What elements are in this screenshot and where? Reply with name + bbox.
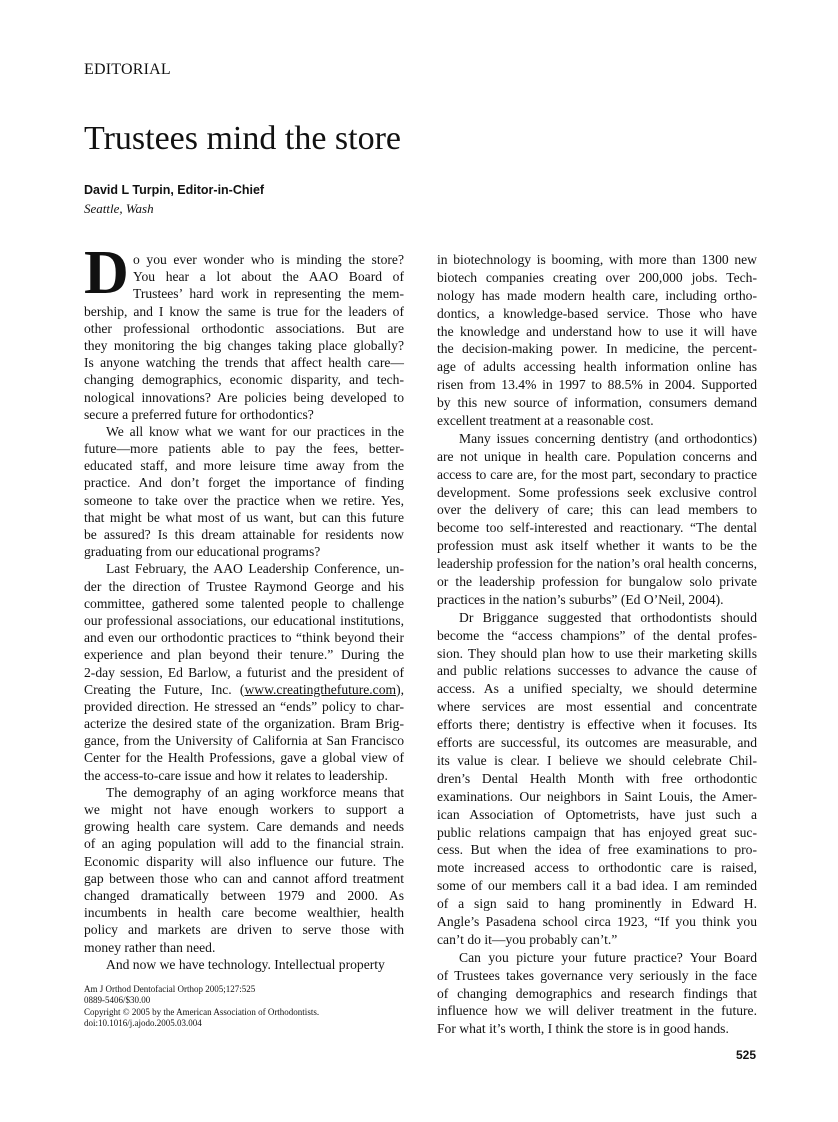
text-line: its value is clear. I believe we should celebrate Chil- <box>437 752 757 768</box>
text-line: dontics, a knowledge-based service. Those who have <box>437 305 757 321</box>
text-line: graduating from our educational programs? <box>84 544 321 560</box>
article-title: Trustees mind the store <box>84 120 402 157</box>
text-line: excellent treatment at a reasonable cost. <box>437 413 654 429</box>
text-line: someone to take over the practice when we retire. Yes, <box>84 492 404 508</box>
text-line: changing demographics, economic disparity, and tech- <box>84 372 404 388</box>
journal-citation: Am J Orthod Dentofacial Orthop 2005;127:525 <box>84 984 256 994</box>
text-line: where services are most essential and concentrate <box>437 699 757 715</box>
text-line: some of our members call it a bad idea. I am reminded <box>437 878 757 894</box>
text-line: gance, from the University of California at San Francisco <box>84 733 404 749</box>
author-affiliation: Seattle, Wash <box>84 201 154 216</box>
text-line: by this new source of information, consumers demand <box>437 395 757 411</box>
text-line: Can you picture your future practice? Your Board <box>459 949 757 965</box>
text-line: or the leadership profession for bungalow solo private <box>437 574 757 590</box>
text-line: money rather than need. <box>84 939 216 955</box>
text-line: over the delivery of care; this can lead members to <box>437 502 757 518</box>
text-line: Trustees’ hard work in representing the mem- <box>133 286 404 302</box>
text-line: age of adults accessing health information online has <box>437 359 757 375</box>
author-name: David L Turpin, Editor-in-Chief <box>84 183 265 197</box>
text-line: dren’s Dental Health Month with free orthodontic <box>437 770 757 786</box>
text-line: can’t do it—you probably can’t.” <box>437 931 618 947</box>
text-line: of Trustees takes governance very seriously in the face <box>437 967 757 983</box>
text-line: Last February, the AAO Leadership Conference, un- <box>106 561 404 577</box>
text-line: future—more patients able to pay the fees, better- <box>84 441 404 457</box>
drop-cap: D <box>84 239 129 307</box>
text-line: experience and plan beyond their tenure.” During the <box>84 647 404 663</box>
text-line: policy and markets are driven to serve those with <box>84 922 404 938</box>
text-line: examinations. Our neighbors in Saint Louis, the Amer- <box>437 788 757 804</box>
text-line: 2-day session, Ed Barlow, a futurist and the president of <box>84 664 404 680</box>
text-line: public relations campaign that has enjoyed great suc- <box>437 824 757 840</box>
section-label: EDITORIAL <box>84 61 171 78</box>
text-line: acterize the desired state of the organization. Bram Brig- <box>84 716 404 732</box>
text-line: incumbents in health care become wealthier, health <box>84 905 404 921</box>
text-line: changed dramatically between 1979 and 2000. As <box>84 887 404 903</box>
text-line: biotech companies creating over 200,000 jobs. Tech- <box>437 269 757 285</box>
text-line: der the direction of Trustee Raymond George and his <box>84 578 404 594</box>
issn: 0889-5406/$30.00 <box>84 995 151 1006</box>
text-line: are not unique in health care. Population concerns and <box>437 448 757 464</box>
text-line: Creating the Future, Inc. (www.creatingthefuture.com), <box>84 681 404 697</box>
text-line: You hear a lot about the AAO Board of <box>133 269 404 285</box>
text-line: Economic disparity will also influence our future. The <box>84 853 404 869</box>
text-line: of a sign said to hang prominently in Edward H. <box>437 896 757 912</box>
text-line: o you ever wonder who is minding the store? <box>133 252 404 267</box>
footer-citation <box>84 984 319 1029</box>
text-line: secure a preferred future for orthodontics? <box>84 406 314 422</box>
text-line: We all know what we want for our practices in the <box>106 423 404 439</box>
text-line: committee, gathered some talented people to challenge <box>84 595 404 611</box>
text-line: that might be what most of us want, but can this future <box>84 509 404 525</box>
text-line: and public relations successes to advance the cause of <box>437 663 757 679</box>
text-line: practice. And don’t forget the importance of finding <box>84 475 404 491</box>
text-line: educated staff, and more leisure time away from the <box>84 458 404 474</box>
text-line: nological innovations? Are policies being developed to <box>84 389 404 405</box>
text-line: become too self-interested and reactionary. “The dental <box>437 520 757 536</box>
text-line: leadership profession for the nation’s oral health concerns, <box>437 556 757 572</box>
text-line: efforts there; dentistry is effective when it focuses. Its <box>437 717 757 733</box>
copyright: Copyright © 2005 by the American Association of Orthodontists. <box>84 1006 320 1017</box>
doi: doi:10.1016/j.ajodo.2005.03.004 <box>84 1017 202 1028</box>
text-line: Dr Briggance suggested that orthodontists should <box>459 609 757 625</box>
text-line: our professional associations, our educational institutions, <box>84 612 404 628</box>
text-line: of changing demographics and research findings that <box>437 985 757 1001</box>
text-line: sion. They should plan how to use their marketing skills <box>437 645 757 661</box>
text-line: Is anyone watching the trends that affect health care— <box>84 355 404 371</box>
text-line: the access-to-care issue and how it relates to leadership. <box>84 767 388 783</box>
text-line: efforts are successful, its outcomes are measurable, and <box>437 735 757 751</box>
text-line: practices in the nation’s suburbs” (Ed O’Neil, 2004). <box>437 591 724 607</box>
text-line: For what it’s worth, I think the store is in good hands. <box>437 1021 729 1037</box>
left-column <box>84 251 404 973</box>
text-line: nology has made modern health care, including ortho- <box>437 287 757 303</box>
text-line: influence how we will deliver treatment in the future. <box>437 1003 757 1019</box>
text-line: the knowledge and understand how to use it will have <box>437 323 757 339</box>
text-line: in biotechnology is booming, with more than 1300 new <box>437 252 757 267</box>
text-line: cess. But when the idea of free examinations to pro- <box>437 842 757 858</box>
text-line: Center for the Health Professions, gave a global view of <box>84 750 404 766</box>
text-line: access to care are, for the most part, secondary to practice <box>437 466 757 482</box>
text-line: mote increased access to orthodontic care is raised, <box>437 860 757 876</box>
text-line: growing health care system. Care demands and needs <box>84 819 404 835</box>
text-line: Many issues concerning dentistry (and orthodontics) <box>459 430 757 446</box>
text-line: be assured? Is this dream attainable for residents now <box>84 527 404 542</box>
text-line: bership, and I know the same is true for the leaders of <box>84 303 404 319</box>
text-line: Angle’s Pasadena school circa 1923, “If you think you <box>437 913 757 929</box>
text-line: profession must ask itself whether it wants to be the <box>437 538 757 554</box>
text-line: and even our orthodontic practices to “think beyond their <box>84 630 404 646</box>
text-line: the decision-making power. In medicine, the percent- <box>437 341 757 357</box>
text-line: become the “access champions” of the dental profes- <box>437 627 757 643</box>
text-line: development. Some professions seek exclusive control <box>437 484 757 500</box>
text-line: of an aging population will add to the financial strain. <box>84 836 404 852</box>
website-link[interactable]: www.creatingthefuture.com <box>244 681 397 697</box>
text-line: other professional orthodontic associations. But are <box>84 320 404 336</box>
text-line: risen from 13.4% in 1997 to 88.5% in 2004. Supported <box>437 377 757 393</box>
text-line: they monitoring the big changes taking place globally? <box>84 337 404 353</box>
text-line: The demography of an aging workforce means that <box>106 784 404 800</box>
text-line: ican Association of Optometrists, have just such a <box>437 806 757 822</box>
text-line: gap between those who can and cannot afford treatment <box>84 870 404 886</box>
right-column <box>437 251 757 1038</box>
text-line: provided direction. He stressed an “ends” policy to char- <box>84 698 404 714</box>
text-line: access. As a unified specialty, we should determine <box>437 681 757 697</box>
text-line: we might not have enough workers to support a <box>84 802 404 817</box>
text-line: And now we have technology. Intellectual property <box>106 956 385 972</box>
page-number: 525 <box>735 1048 756 1062</box>
